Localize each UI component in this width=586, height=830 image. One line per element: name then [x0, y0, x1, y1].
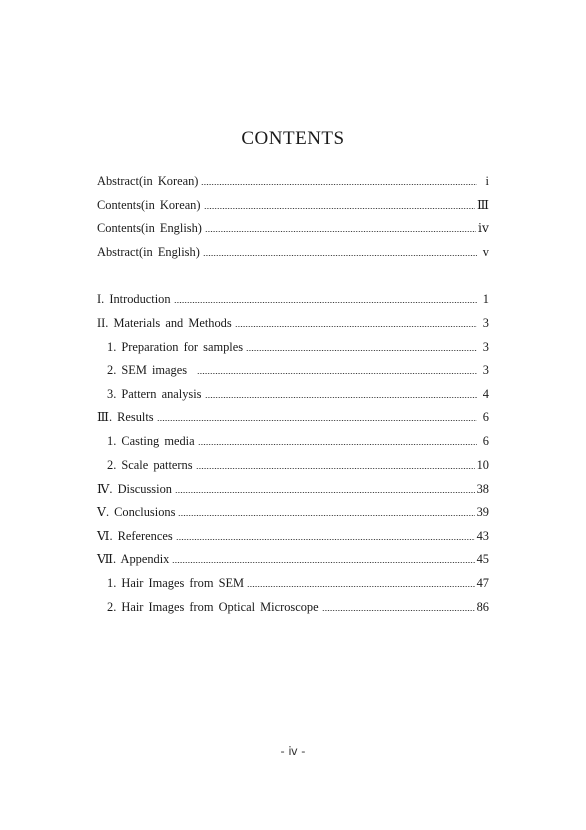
dot-leader [203, 255, 477, 256]
toc-entry-page: 6 [482, 434, 489, 448]
dot-leader [204, 208, 476, 209]
toc-subsection [97, 456, 489, 474]
toc-entry-label: Abstract(in Korean) [97, 174, 199, 188]
toc-entry-page: 39 [476, 505, 489, 519]
toc-entry-label: Ⅶ. Appendix [97, 552, 170, 566]
toc-entry-label: 3. Pattern analysis [107, 387, 202, 401]
toc-subsection [97, 574, 489, 592]
dot-leader [201, 184, 477, 185]
dot-leader [174, 302, 477, 303]
toc-chapter [97, 314, 489, 332]
toc-entry-label: 1. Hair Images from SEM [107, 576, 245, 590]
toc-entry-label: Ⅴ. Conclusions [97, 505, 176, 519]
toc-subsection [97, 432, 489, 450]
toc-entry-label: Contents(in English) [97, 221, 202, 235]
toc-chapter [97, 408, 489, 426]
dot-leader [235, 326, 477, 327]
toc-chapter [97, 290, 489, 308]
toc-entry-page: 6 [482, 410, 489, 424]
toc-entry-label: Ⅵ. References [97, 529, 173, 543]
toc-entry-page: Ⅲ [477, 198, 489, 212]
dot-leader [175, 492, 475, 493]
toc-entry-page: 3 [482, 363, 489, 377]
dot-leader [246, 350, 477, 351]
toc-entry [97, 243, 489, 261]
dot-leader [196, 468, 475, 469]
toc-entry-page: 86 [476, 600, 489, 614]
toc-entry-page: 3 [482, 340, 489, 354]
toc-subsection [97, 361, 489, 379]
toc-entry-label: 2. Scale patterns [107, 458, 193, 472]
toc-entry-label: Ⅲ. Results [97, 410, 154, 424]
toc-subsection [97, 598, 489, 616]
toc-chapter [97, 527, 489, 545]
toc-subsection [97, 385, 489, 403]
toc-entry-page: 43 [476, 529, 489, 543]
dot-leader [205, 397, 477, 398]
toc-entry-label: 1. Casting media [107, 434, 195, 448]
toc-entry-page: 45 [476, 552, 489, 566]
toc-entry-page: 38 [476, 482, 489, 496]
toc-entry-page: ⅳ [478, 221, 489, 235]
toc-entry-page: 10 [476, 458, 489, 472]
toc-entry-label: 1. Preparation for samples [107, 340, 244, 354]
toc-entry-label: 2. Hair Images from Optical Microscope [107, 600, 319, 614]
dot-leader [247, 586, 475, 587]
toc-entry-label: Abstract(in English) [97, 245, 200, 259]
toc-entry [97, 219, 489, 237]
toc-subsection [97, 338, 489, 356]
toc-entry-label: II. Materials and Methods [97, 316, 232, 330]
toc-entry-label: Ⅳ. Discussion [97, 482, 172, 496]
toc-chapter [97, 480, 489, 498]
dot-leader [205, 231, 476, 232]
toc-entry [97, 172, 489, 190]
toc-chapter [97, 503, 489, 521]
toc-entry-page: 47 [476, 576, 489, 590]
dot-leader [178, 515, 474, 516]
page-title: CONTENTS [241, 128, 345, 149]
dot-leader [198, 444, 477, 445]
dot-leader [322, 610, 475, 611]
page-number-footer: - ⅳ - [280, 744, 306, 758]
toc-entry-label: Contents(in Korean) [97, 198, 201, 212]
toc-entry-page: 3 [482, 316, 489, 330]
dot-leader [157, 420, 477, 421]
toc-entry-label: I. Introduction [97, 292, 171, 306]
dot-leader [197, 373, 477, 374]
toc-entry-page: 1 [482, 292, 489, 306]
toc-entry-label: 2. SEM images [107, 363, 188, 377]
toc-entry [97, 196, 489, 214]
dot-leader [172, 562, 474, 563]
toc-entry-page: v [482, 245, 489, 259]
dot-leader [176, 539, 475, 540]
toc-entry-page: 4 [482, 387, 489, 401]
toc-chapter [97, 550, 489, 568]
toc-entry-page: i [485, 174, 489, 188]
